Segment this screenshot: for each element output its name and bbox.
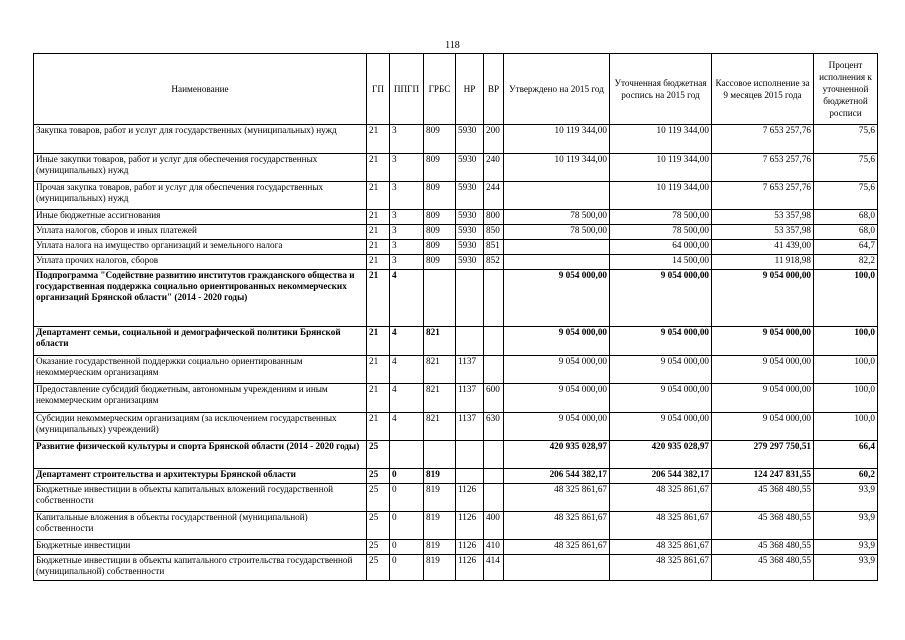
cell-percent: 68,0 <box>814 225 878 240</box>
cell-np <box>456 441 484 469</box>
cell-cash: 9 054 000,00 <box>712 413 814 441</box>
cell-percent: 100,0 <box>814 384 878 413</box>
page-number: 118 <box>445 40 460 51</box>
cell-refined: 10 119 344,00 <box>610 125 712 154</box>
cell-gp: 25 <box>367 512 390 540</box>
cell-name: Подпрограмма "Содействие развитию институтов гражданского общества и государственная поддержка социально ориентированных некоммерческих организаций Брянской области" (2014 - 2020 годы) <box>34 270 367 327</box>
cell-name: Уплата налога на имущество организаций и земельного налога <box>34 240 367 255</box>
cell-ppgp: 4 <box>390 327 424 356</box>
cell-percent: 75,6 <box>814 182 878 210</box>
cell-gp: 21 <box>367 413 390 441</box>
cell-gp: 21 <box>367 225 390 240</box>
cell-gp: 25 <box>367 540 390 555</box>
cell-np: 1126 <box>456 512 484 540</box>
cell-gp: 21 <box>367 270 390 327</box>
table-row <box>34 555 878 581</box>
cell-np <box>456 270 484 327</box>
cell-approved: 9 054 000,00 <box>504 356 610 384</box>
cell-grbs: 809 <box>424 125 456 154</box>
cell-vr: 400 <box>484 512 504 540</box>
cell-refined: 9 054 000,00 <box>610 384 712 413</box>
cell-name: Уплата прочих налогов, сборов <box>34 255 367 270</box>
table-row <box>34 182 878 210</box>
cell-cash: 7 653 257,76 <box>712 154 814 182</box>
table-row <box>34 270 878 327</box>
cell-vr: 600 <box>484 384 504 413</box>
cell-cash: 11 918,98 <box>712 255 814 270</box>
cell-vr: 630 <box>484 413 504 441</box>
cell-refined: 14 500,00 <box>610 255 712 270</box>
table-row <box>34 154 878 182</box>
cell-gp: 21 <box>367 327 390 356</box>
cell-vr: 851 <box>484 240 504 255</box>
cell-vr: 800 <box>484 210 504 225</box>
cell-approved: 9 054 000,00 <box>504 413 610 441</box>
cell-gp: 21 <box>367 356 390 384</box>
table-row <box>34 225 878 240</box>
cell-cash: 45 368 480,55 <box>712 555 814 581</box>
cell-vr: 852 <box>484 255 504 270</box>
cell-refined: 48 325 861,67 <box>610 540 712 555</box>
cell-cash: 9 054 000,00 <box>712 384 814 413</box>
cell-percent: 100,0 <box>814 327 878 356</box>
header-name: Наименование <box>34 54 367 125</box>
cell-percent: 100,0 <box>814 270 878 327</box>
cell-name: Оказание государственной поддержки социально ориентированным некоммерческим организациям <box>34 356 367 384</box>
cell-gp: 21 <box>367 240 390 255</box>
cell-vr <box>484 356 504 384</box>
table-header-row <box>34 54 878 125</box>
cell-np <box>456 327 484 356</box>
header-gp: ГП <box>367 54 390 125</box>
cell-approved <box>504 240 610 255</box>
cell-gp: 25 <box>367 555 390 581</box>
cell-grbs: 809 <box>424 225 456 240</box>
cell-percent: 66,4 <box>814 441 878 469</box>
cell-vr: 244 <box>484 182 504 210</box>
cell-ppgp: 4 <box>390 384 424 413</box>
cell-np: 5930 <box>456 210 484 225</box>
cell-ppgp: 3 <box>390 210 424 225</box>
cell-name: Бюджетные инвестиции <box>34 540 367 555</box>
table-row <box>34 125 878 154</box>
cell-percent: 75,6 <box>814 125 878 154</box>
cell-ppgp: 4 <box>390 270 424 327</box>
header-ppgp: ППГП <box>390 54 424 125</box>
cell-grbs: 819 <box>424 484 456 512</box>
cell-gp: 21 <box>367 210 390 225</box>
cell-grbs <box>424 441 456 469</box>
cell-np: 1126 <box>456 540 484 555</box>
table-row <box>34 441 878 469</box>
cell-np: 1137 <box>456 413 484 441</box>
cell-vr: 414 <box>484 555 504 581</box>
cell-name: Развитие физической культуры и спорта Брянской области (2014 - 2020 годы) <box>34 441 367 469</box>
cell-percent: 68,0 <box>814 210 878 225</box>
cell-ppgp: 4 <box>390 356 424 384</box>
cell-ppgp: 0 <box>390 555 424 581</box>
cell-grbs <box>424 270 456 327</box>
cell-cash: 7 653 257,76 <box>712 182 814 210</box>
table-row <box>34 255 878 270</box>
cell-approved: 48 325 861,67 <box>504 484 610 512</box>
cell-refined: 10 119 344,00 <box>610 154 712 182</box>
cell-np: 5930 <box>456 255 484 270</box>
cell-cash: 45 368 480,55 <box>712 540 814 555</box>
cell-grbs: 821 <box>424 327 456 356</box>
cell-name: Закупка товаров, работ и услуг для государственных (муниципальных) нужд <box>34 125 367 154</box>
cell-ppgp <box>390 441 424 469</box>
table-row <box>34 210 878 225</box>
cell-percent: 82,2 <box>814 255 878 270</box>
header-np: НР <box>456 54 484 125</box>
cell-ppgp: 3 <box>390 240 424 255</box>
cell-vr: 200 <box>484 125 504 154</box>
cell-np: 1126 <box>456 555 484 581</box>
header-refined: Уточненная бюджетная роспись на 2015 год <box>610 54 712 125</box>
cell-np <box>456 469 484 484</box>
cell-approved: 10 119 344,00 <box>504 125 610 154</box>
cell-vr <box>484 327 504 356</box>
cell-ppgp: 0 <box>390 540 424 555</box>
cell-gp: 21 <box>367 255 390 270</box>
cell-approved: 9 054 000,00 <box>504 384 610 413</box>
cell-approved: 78 500,00 <box>504 225 610 240</box>
cell-refined: 78 500,00 <box>610 210 712 225</box>
cell-cash: 53 357,98 <box>712 210 814 225</box>
cell-grbs: 809 <box>424 240 456 255</box>
cell-refined: 9 054 000,00 <box>610 270 712 327</box>
cell-cash: 45 368 480,55 <box>712 512 814 540</box>
header-cash: Кассовое исполнение за 9 месяцев 2015 года <box>712 54 814 125</box>
cell-cash: 7 653 257,76 <box>712 125 814 154</box>
cell-vr <box>484 484 504 512</box>
cell-gp: 21 <box>367 384 390 413</box>
cell-refined: 9 054 000,00 <box>610 327 712 356</box>
cell-percent: 93,9 <box>814 540 878 555</box>
cell-refined: 9 054 000,00 <box>610 413 712 441</box>
cell-gp: 25 <box>367 469 390 484</box>
cell-np: 5930 <box>456 182 484 210</box>
cell-refined: 78 500,00 <box>610 225 712 240</box>
cell-gp: 21 <box>367 154 390 182</box>
cell-cash: 279 297 750,51 <box>712 441 814 469</box>
cell-name: Капитальные вложения в объекты государственной (муниципальной) собственности <box>34 512 367 540</box>
cell-approved: 48 325 861,67 <box>504 540 610 555</box>
cell-vr: 850 <box>484 225 504 240</box>
cell-refined: 206 544 382,17 <box>610 469 712 484</box>
cell-refined: 10 119 344,00 <box>610 182 712 210</box>
cell-name: Субсидии некоммерческим организациям (за исключением государственных (муниципальных) учреждений) <box>34 413 367 441</box>
cell-np: 1137 <box>456 356 484 384</box>
cell-vr: 410 <box>484 540 504 555</box>
cell-grbs: 809 <box>424 154 456 182</box>
header-approved: Утверждено на 2015 год <box>504 54 610 125</box>
cell-name: Иные бюджетные ассигнования <box>34 210 367 225</box>
cell-ppgp: 3 <box>390 255 424 270</box>
cell-cash: 124 247 831,55 <box>712 469 814 484</box>
cell-grbs: 821 <box>424 356 456 384</box>
cell-approved: 9 054 000,00 <box>504 270 610 327</box>
cell-percent: 75,6 <box>814 154 878 182</box>
cell-refined: 48 325 861,67 <box>610 484 712 512</box>
cell-gp: 25 <box>367 441 390 469</box>
cell-gp: 25 <box>367 484 390 512</box>
cell-approved <box>504 555 610 581</box>
cell-grbs: 809 <box>424 210 456 225</box>
cell-np: 1126 <box>456 484 484 512</box>
cell-ppgp: 0 <box>390 484 424 512</box>
cell-approved: 206 544 382,17 <box>504 469 610 484</box>
cell-refined: 48 325 861,67 <box>610 512 712 540</box>
table-row <box>34 356 878 384</box>
table-row <box>34 384 878 413</box>
cell-name: Бюджетные инвестиции в объекты капитальных вложений государственной собственности <box>34 484 367 512</box>
cell-refined: 9 054 000,00 <box>610 356 712 384</box>
header-percent: Процент исполнения к уточненной бюджетной росписи <box>814 54 878 125</box>
table-row <box>34 469 878 484</box>
cell-grbs: 819 <box>424 555 456 581</box>
cell-percent: 100,0 <box>814 413 878 441</box>
cell-refined: 64 000,00 <box>610 240 712 255</box>
cell-cash: 9 054 000,00 <box>712 327 814 356</box>
table-row <box>34 540 878 555</box>
cell-ppgp: 0 <box>390 512 424 540</box>
cell-percent: 93,9 <box>814 484 878 512</box>
cell-grbs: 809 <box>424 182 456 210</box>
cell-percent: 100,0 <box>814 356 878 384</box>
cell-np: 5930 <box>456 125 484 154</box>
cell-approved: 10 119 344,00 <box>504 154 610 182</box>
cell-ppgp: 0 <box>390 469 424 484</box>
cell-ppgp: 3 <box>390 154 424 182</box>
cell-vr <box>484 270 504 327</box>
budget-table <box>33 53 878 581</box>
cell-name: Уплата налогов, сборов и иных платежей <box>34 225 367 240</box>
cell-approved: 9 054 000,00 <box>504 327 610 356</box>
cell-np: 5930 <box>456 225 484 240</box>
cell-cash: 9 054 000,00 <box>712 270 814 327</box>
cell-gp: 21 <box>367 125 390 154</box>
cell-approved: 48 325 861,67 <box>504 512 610 540</box>
header-grbs: ГРБС <box>424 54 456 125</box>
cell-np: 5930 <box>456 154 484 182</box>
cell-name: Департамент семьи, социальной и демографической политики Брянской области <box>34 327 367 356</box>
cell-vr <box>484 441 504 469</box>
cell-name: Прочая закупка товаров, работ и услуг для обеспечения государственных (муниципальных) нужд <box>34 182 367 210</box>
cell-grbs: 819 <box>424 540 456 555</box>
cell-percent: 93,9 <box>814 512 878 540</box>
cell-name: Предоставление субсидий бюджетным, автономным учреждениям и иным некоммерческим организациям <box>34 384 367 413</box>
table-row <box>34 327 878 356</box>
cell-grbs: 819 <box>424 512 456 540</box>
header-vr: ВР <box>484 54 504 125</box>
cell-gp: 21 <box>367 182 390 210</box>
cell-ppgp: 3 <box>390 225 424 240</box>
cell-approved <box>504 182 610 210</box>
cell-cash: 45 368 480,55 <box>712 484 814 512</box>
table-row <box>34 240 878 255</box>
cell-approved: 420 935 028,97 <box>504 441 610 469</box>
cell-np: 1137 <box>456 384 484 413</box>
table-row <box>34 484 878 512</box>
table-body <box>34 125 878 581</box>
cell-name: Иные закупки товаров, работ и услуг для обеспечения государственных (муниципальных) нужд <box>34 154 367 182</box>
cell-grbs: 821 <box>424 413 456 441</box>
cell-grbs: 809 <box>424 255 456 270</box>
cell-refined: 48 325 861,67 <box>610 555 712 581</box>
table-row <box>34 512 878 540</box>
cell-np: 5930 <box>456 240 484 255</box>
cell-name: Бюджетные инвестиции в объекты капитального строительства государственной (муниципальной) собственности <box>34 555 367 581</box>
cell-percent: 93,9 <box>814 555 878 581</box>
cell-approved <box>504 255 610 270</box>
cell-percent: 64,7 <box>814 240 878 255</box>
cell-ppgp: 3 <box>390 182 424 210</box>
cell-approved: 78 500,00 <box>504 210 610 225</box>
cell-vr: 240 <box>484 154 504 182</box>
cell-grbs: 821 <box>424 384 456 413</box>
cell-grbs: 819 <box>424 469 456 484</box>
cell-vr <box>484 469 504 484</box>
cell-cash: 41 439,00 <box>712 240 814 255</box>
cell-ppgp: 3 <box>390 125 424 154</box>
cell-cash: 53 357,98 <box>712 225 814 240</box>
cell-ppgp: 4 <box>390 413 424 441</box>
cell-name: Департамент строительства и архитектуры Брянской области <box>34 469 367 484</box>
table-row <box>34 413 878 441</box>
cell-percent: 60,2 <box>814 469 878 484</box>
cell-refined: 420 935 028,97 <box>610 441 712 469</box>
cell-cash: 9 054 000,00 <box>712 356 814 384</box>
